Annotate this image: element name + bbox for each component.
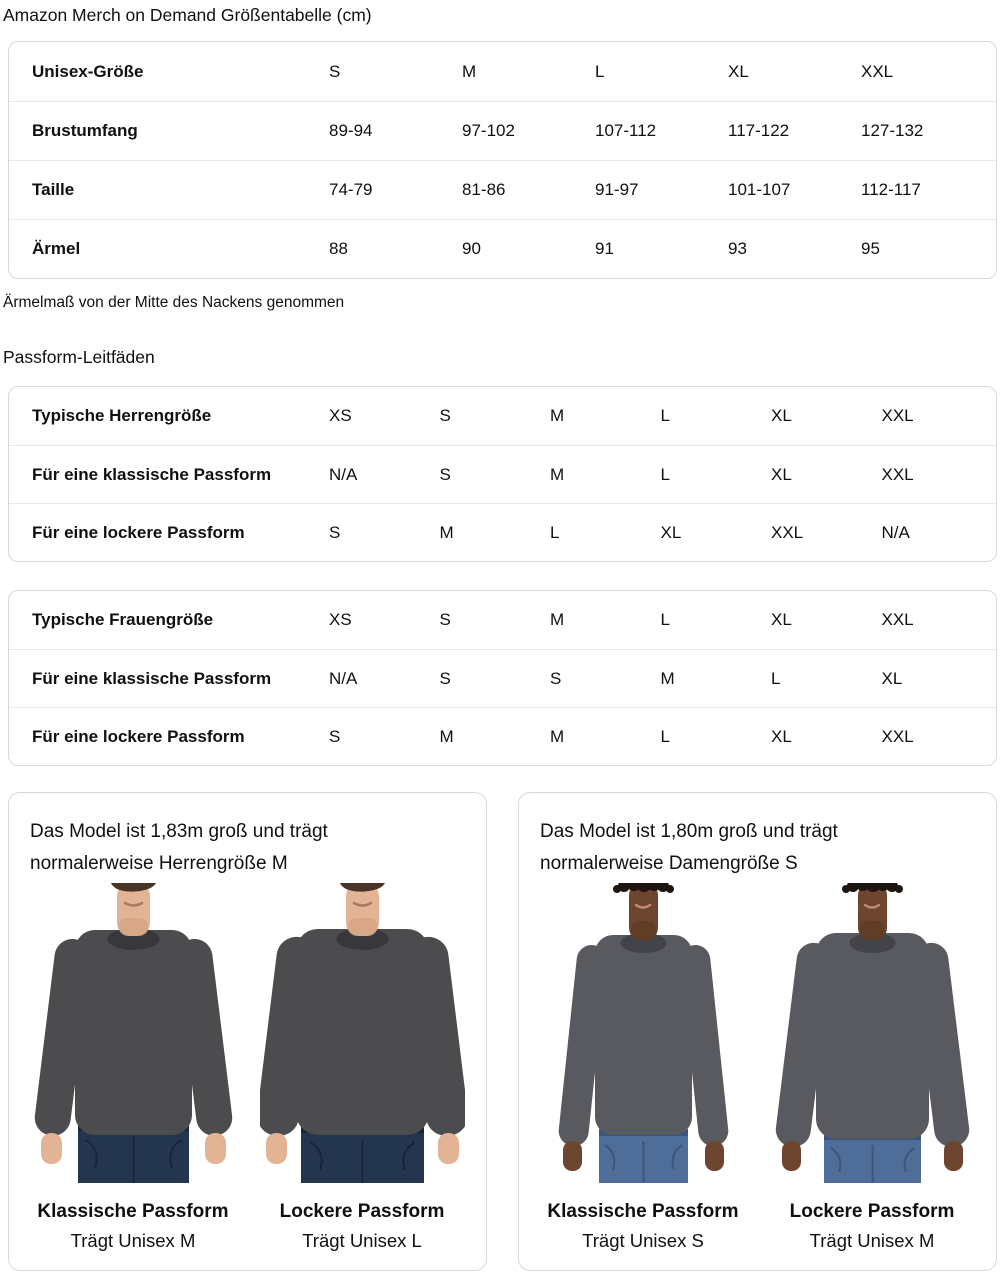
table-row (9, 42, 996, 101)
size-cell: N/A (881, 522, 910, 542)
size-cell: L (660, 406, 670, 425)
size-cell: XXL (881, 726, 914, 746)
size-cell: M (550, 464, 565, 484)
size-cell: S (329, 61, 341, 81)
female-model-classic-fit-photo (541, 883, 746, 1183)
size-cell: 88 (329, 239, 348, 258)
figure-classic-fit (30, 883, 236, 1251)
table-row (9, 387, 996, 445)
table-row (9, 101, 996, 160)
size-cell: XL (881, 668, 903, 688)
model-card-women (518, 792, 997, 1271)
size-cell: M (462, 61, 477, 81)
male-model-loose-fit-photo (260, 883, 465, 1183)
size-label: Trägt Unisex M (70, 1230, 196, 1251)
size-cell: M (439, 522, 454, 542)
size-cell: 117-122 (728, 121, 790, 140)
size-cell: XS (329, 406, 352, 425)
size-cell: L (660, 464, 670, 484)
model-description: Das Model ist 1,83m groß und trägt normalerweise Herrengröße M (30, 821, 328, 874)
figure-loose-fit (769, 883, 975, 1251)
size-cell: 112-117 (861, 180, 921, 199)
size-cell: S (329, 522, 341, 542)
size-cell: XL (771, 726, 792, 746)
row-label: Typische Frauengröße (32, 610, 214, 629)
size-cell: M (550, 610, 565, 629)
size-cell: XL (771, 406, 792, 425)
size-cell: L (771, 668, 781, 688)
table-row (9, 503, 996, 561)
row-label: Taille (32, 180, 75, 199)
size-cell: M (550, 406, 565, 425)
size-cell: S (439, 610, 451, 629)
size-cell: XL (771, 464, 792, 484)
size-cell: S (439, 406, 451, 425)
size-cell: XL (660, 522, 682, 542)
fit-table-women (8, 590, 997, 766)
fit-label: Klassische Passform (37, 1201, 229, 1222)
row-label: Für eine klassische Passform (32, 668, 272, 688)
table-row (9, 707, 996, 765)
size-cell: M (439, 726, 454, 746)
fit-table-men (8, 386, 997, 562)
row-label: Typische Herrengröße (32, 406, 212, 425)
male-model-classic-fit-photo (31, 883, 236, 1183)
size-cell: S (439, 668, 451, 688)
table-row (9, 591, 996, 649)
sleeve-measure-note: Ärmelmaß von der Mitte des Nackens genommen (3, 294, 345, 311)
size-cell: N/A (329, 668, 358, 688)
size-cell: 101-107 (728, 180, 791, 199)
size-cell: 127-132 (861, 121, 924, 140)
page-title: Amazon Merch on Demand Größentabelle (cm) (3, 5, 372, 25)
size-cell: 89-94 (329, 121, 373, 140)
model-description: Das Model ist 1,80m groß und trägt normalerweise Damengröße S (540, 821, 838, 874)
size-cell: M (550, 726, 565, 746)
figure-loose-fit (259, 883, 465, 1251)
female-model-loose-fit-photo (770, 883, 975, 1183)
size-cell: XL (728, 61, 749, 81)
size-cell: XS (329, 610, 352, 629)
size-cell: XXL (861, 61, 894, 81)
size-cell: XXL (881, 406, 914, 425)
size-cell: XXL (881, 610, 914, 629)
size-table (8, 41, 997, 279)
fit-guides-heading: Passform-Leitfäden (3, 347, 155, 367)
table-row (9, 219, 996, 278)
size-cell: L (550, 522, 560, 542)
fit-label: Klassische Passform (547, 1201, 739, 1222)
row-label: Unisex-Größe (32, 61, 144, 81)
row-label: Für eine lockere Passform (32, 522, 245, 542)
size-cell: XL (771, 610, 792, 629)
size-cell: S (550, 668, 562, 688)
size-cell: 97-102 (462, 121, 515, 140)
row-label: Brustumfang (32, 121, 138, 140)
size-cell: 95 (861, 239, 880, 258)
size-cell: XXL (771, 522, 804, 542)
row-label: Für eine lockere Passform (32, 726, 245, 746)
model-figures (540, 883, 975, 1251)
size-label: Trägt Unisex M (809, 1230, 935, 1251)
size-cell: M (660, 668, 675, 688)
size-cell: S (329, 726, 341, 746)
size-cell: L (595, 61, 605, 81)
size-label: Trägt Unisex L (302, 1230, 422, 1251)
size-cell: 74-79 (329, 180, 373, 199)
table-row (9, 160, 996, 219)
size-cell: 107-112 (595, 121, 657, 140)
size-cell: N/A (329, 464, 358, 484)
model-cards (8, 792, 997, 1271)
size-cell: XXL (881, 464, 914, 484)
row-label: Für eine klassische Passform (32, 464, 272, 484)
row-label: Ärmel (32, 239, 81, 258)
size-cell: 81-86 (462, 180, 506, 199)
size-cell: 91 (595, 239, 614, 258)
size-cell: 93 (728, 239, 747, 258)
figure-classic-fit (540, 883, 746, 1251)
model-figures (30, 883, 465, 1251)
size-cell: S (439, 464, 451, 484)
table-row (9, 445, 996, 503)
table-row (9, 649, 996, 707)
size-cell: L (660, 610, 670, 629)
size-cell: L (660, 726, 670, 746)
fit-label: Lockere Passform (279, 1201, 445, 1222)
model-card-men (8, 792, 487, 1271)
fit-label: Lockere Passform (789, 1201, 955, 1222)
size-cell: 91-97 (595, 180, 639, 199)
size-cell: 90 (462, 239, 481, 258)
size-label: Trägt Unisex S (582, 1230, 704, 1251)
